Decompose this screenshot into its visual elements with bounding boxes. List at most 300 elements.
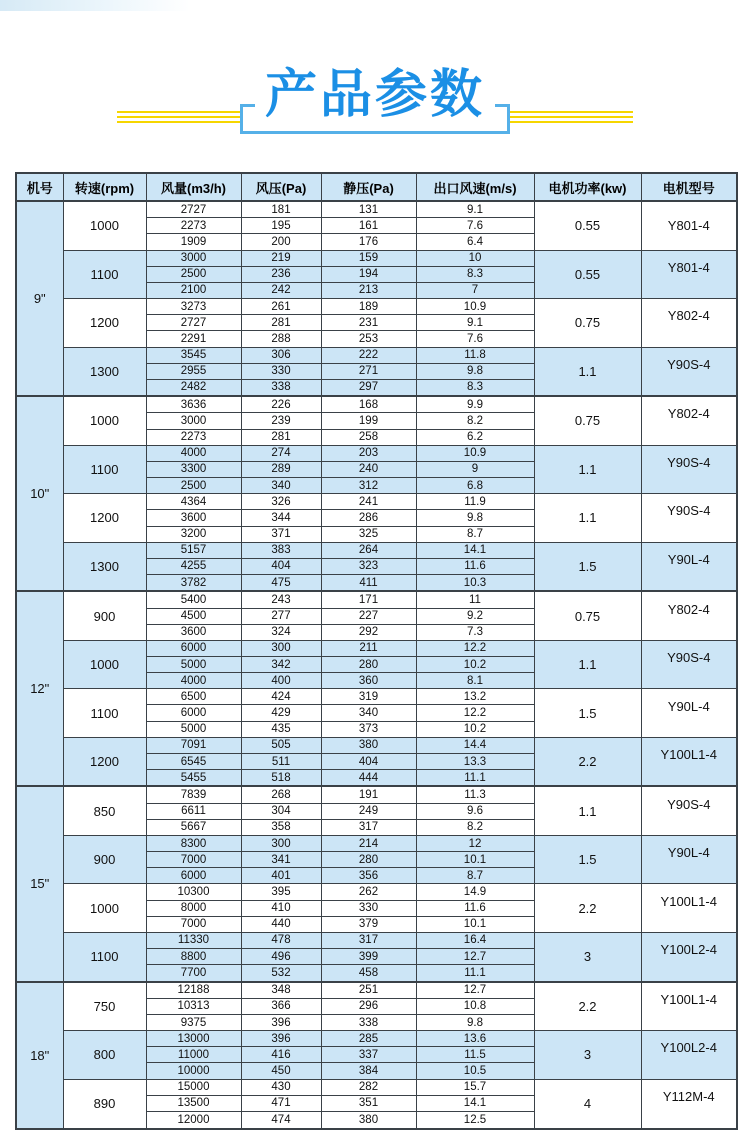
pressure-cell: 219 [241, 250, 321, 266]
outlet-speed-cell: 12.5 [416, 1111, 534, 1129]
pressure-cell: 195 [241, 218, 321, 234]
table-row [16, 932, 737, 948]
motor-model-label: Y100L1-4 [660, 991, 717, 1007]
static-pressure-cell: 379 [321, 916, 416, 932]
outlet-speed-cell: 9.1 [416, 315, 534, 331]
rpm-cell: 900 [63, 591, 146, 640]
static-pressure-cell: 168 [321, 396, 416, 413]
motor-model-cell [641, 689, 737, 737]
pressure-cell: 475 [241, 574, 321, 591]
airflow-cell: 3545 [146, 347, 241, 363]
col-header-airflow: 风量(m3/h) [146, 173, 241, 201]
airflow-cell: 6000 [146, 868, 241, 884]
static-pressure-cell: 241 [321, 494, 416, 510]
motor-power-cell: 3 [534, 1031, 641, 1079]
pressure-cell: 330 [241, 363, 321, 379]
airflow-cell: 10000 [146, 1063, 241, 1079]
motor-model-label: Y90S-4 [667, 356, 711, 372]
static-pressure-cell: 380 [321, 737, 416, 753]
airflow-cell: 4500 [146, 608, 241, 624]
pressure-cell: 404 [241, 558, 321, 574]
static-pressure-cell: 194 [321, 266, 416, 282]
outlet-speed-cell: 15.7 [416, 1079, 534, 1095]
static-pressure-cell: 240 [321, 461, 416, 477]
pressure-cell: 366 [241, 998, 321, 1014]
airflow-cell: 11330 [146, 932, 241, 948]
pressure-cell: 289 [241, 461, 321, 477]
machine-size-cell: 18" [16, 982, 63, 1130]
motor-model-label: Y100L2-4 [660, 942, 717, 958]
pressure-cell: 358 [241, 819, 321, 835]
airflow-cell: 6545 [146, 753, 241, 769]
motor-model-label: Y90L-4 [667, 845, 710, 861]
airflow-cell: 11000 [146, 1047, 241, 1063]
airflow-cell: 4000 [146, 673, 241, 689]
pressure-cell: 395 [241, 884, 321, 900]
table-row [16, 542, 737, 558]
motor-power-cell: 1.1 [534, 494, 641, 542]
pressure-cell: 342 [241, 657, 321, 673]
static-pressure-cell: 189 [321, 299, 416, 315]
motor-model-cell [641, 1079, 737, 1129]
static-pressure-cell: 380 [321, 1111, 416, 1129]
pressure-cell: 261 [241, 299, 321, 315]
table-row [16, 201, 737, 218]
table-row [16, 786, 737, 803]
airflow-cell: 3636 [146, 396, 241, 413]
static-pressure-cell: 258 [321, 429, 416, 445]
airflow-cell: 2727 [146, 201, 241, 218]
pressure-cell: 416 [241, 1047, 321, 1063]
outlet-speed-cell: 12 [416, 835, 534, 851]
static-pressure-cell: 171 [321, 591, 416, 608]
outlet-speed-cell: 8.3 [416, 379, 534, 396]
static-pressure-cell: 297 [321, 379, 416, 396]
outlet-speed-cell: 14.4 [416, 737, 534, 753]
outlet-speed-cell: 13.2 [416, 689, 534, 705]
outlet-speed-cell: 9.8 [416, 510, 534, 526]
static-pressure-cell: 131 [321, 201, 416, 218]
outlet-speed-cell: 11.6 [416, 900, 534, 916]
pressure-cell: 200 [241, 234, 321, 250]
airflow-cell: 6500 [146, 689, 241, 705]
col-header-motor-model: 电机型号 [641, 173, 737, 201]
motor-power-cell: 0.75 [534, 591, 641, 640]
pressure-cell: 226 [241, 396, 321, 413]
static-pressure-cell: 444 [321, 770, 416, 787]
static-pressure-cell: 338 [321, 1014, 416, 1030]
motor-model-label: Y801-4 [667, 218, 710, 234]
outlet-speed-cell: 12.2 [416, 705, 534, 721]
col-header-pressure: 风压(Pa) [241, 173, 321, 201]
motor-power-cell: 1.1 [534, 786, 641, 835]
motor-power-cell: 4 [534, 1079, 641, 1129]
static-pressure-cell: 213 [321, 282, 416, 298]
rpm-cell: 1000 [63, 201, 146, 250]
outlet-speed-cell: 8.1 [416, 673, 534, 689]
outlet-speed-cell: 16.4 [416, 932, 534, 948]
col-header-motor-power: 电机功率(kw) [534, 173, 641, 201]
outlet-speed-cell: 14.9 [416, 884, 534, 900]
rpm-cell: 1300 [63, 347, 146, 396]
table-row [16, 347, 737, 363]
static-pressure-cell: 330 [321, 900, 416, 916]
airflow-cell: 5000 [146, 721, 241, 737]
rpm-cell: 900 [63, 835, 146, 883]
airflow-cell: 2500 [146, 266, 241, 282]
static-pressure-cell: 411 [321, 574, 416, 591]
table-row [16, 737, 737, 753]
airflow-cell: 2500 [146, 478, 241, 494]
motor-model-cell [641, 299, 737, 347]
motor-model-label: Y802-4 [667, 601, 710, 617]
outlet-speed-cell: 14.1 [416, 542, 534, 558]
pressure-cell: 236 [241, 266, 321, 282]
outlet-speed-cell: 7.6 [416, 331, 534, 347]
pressure-cell: 300 [241, 640, 321, 656]
motor-power-cell: 0.75 [534, 299, 641, 347]
airflow-cell: 3782 [146, 574, 241, 591]
page-title: 产品参数 [264, 66, 485, 124]
outlet-speed-cell: 10.8 [416, 998, 534, 1014]
table-row [16, 494, 737, 510]
outlet-speed-cell: 12.7 [416, 982, 534, 999]
airflow-cell: 7839 [146, 786, 241, 803]
table-header-row [16, 173, 737, 201]
static-pressure-cell: 292 [321, 624, 416, 640]
motor-power-cell: 3 [534, 932, 641, 981]
airflow-cell: 3273 [146, 299, 241, 315]
rpm-cell: 1300 [63, 542, 146, 591]
motor-model-cell [641, 884, 737, 932]
col-header-machine-size: 机号 [16, 173, 63, 201]
pressure-cell: 496 [241, 949, 321, 965]
pressure-cell: 371 [241, 526, 321, 542]
pressure-cell: 471 [241, 1095, 321, 1111]
airflow-cell: 13500 [146, 1095, 241, 1111]
motor-model-label: Y100L2-4 [660, 1040, 717, 1056]
table-row [16, 299, 737, 315]
static-pressure-cell: 176 [321, 234, 416, 250]
pressure-cell: 401 [241, 868, 321, 884]
static-pressure-cell: 264 [321, 542, 416, 558]
pressure-cell: 344 [241, 510, 321, 526]
product-parameters-table [15, 172, 738, 1130]
table-row [16, 445, 737, 461]
outlet-speed-cell: 10.9 [416, 445, 534, 461]
motor-power-cell: 1.5 [534, 835, 641, 883]
outlet-speed-cell: 6.4 [416, 234, 534, 250]
airflow-cell: 2273 [146, 218, 241, 234]
rpm-cell: 1100 [63, 689, 146, 737]
outlet-speed-cell: 9.6 [416, 803, 534, 819]
motor-model-label: Y90L-4 [667, 698, 710, 714]
motor-power-cell: 1.1 [534, 347, 641, 396]
table-row [16, 1079, 737, 1095]
pressure-cell: 474 [241, 1111, 321, 1129]
outlet-speed-cell: 9.9 [416, 396, 534, 413]
static-pressure-cell: 285 [321, 1031, 416, 1047]
pressure-cell: 518 [241, 770, 321, 787]
motor-model-label: Y100L1-4 [660, 747, 717, 763]
pressure-cell: 348 [241, 982, 321, 999]
rpm-cell: 850 [63, 786, 146, 835]
static-pressure-cell: 384 [321, 1063, 416, 1079]
airflow-cell: 7091 [146, 737, 241, 753]
rpm-cell: 1200 [63, 737, 146, 786]
static-pressure-cell: 159 [321, 250, 416, 266]
outlet-speed-cell: 10.1 [416, 852, 534, 868]
pressure-cell: 242 [241, 282, 321, 298]
airflow-cell: 6611 [146, 803, 241, 819]
airflow-cell: 5157 [146, 542, 241, 558]
motor-power-cell: 1.5 [534, 689, 641, 737]
pressure-cell: 281 [241, 429, 321, 445]
outlet-speed-cell: 7.6 [416, 218, 534, 234]
motor-model-label: Y100L1-4 [660, 893, 717, 909]
airflow-cell: 4000 [146, 445, 241, 461]
static-pressure-cell: 271 [321, 363, 416, 379]
static-pressure-cell: 211 [321, 640, 416, 656]
static-pressure-cell: 317 [321, 819, 416, 835]
motor-model-cell [641, 494, 737, 542]
static-pressure-cell: 458 [321, 965, 416, 982]
machine-size-cell: 9" [16, 201, 63, 396]
rpm-cell: 1100 [63, 250, 146, 298]
airflow-cell: 8300 [146, 835, 241, 851]
pressure-cell: 478 [241, 932, 321, 948]
table-row [16, 1031, 737, 1047]
static-pressure-cell: 280 [321, 852, 416, 868]
airflow-cell: 7000 [146, 852, 241, 868]
pressure-cell: 281 [241, 315, 321, 331]
static-pressure-cell: 356 [321, 868, 416, 884]
static-pressure-cell: 351 [321, 1095, 416, 1111]
outlet-speed-cell: 11.1 [416, 770, 534, 787]
outlet-speed-cell: 8.7 [416, 526, 534, 542]
outlet-speed-cell: 11.5 [416, 1047, 534, 1063]
airflow-cell: 5400 [146, 591, 241, 608]
motor-model-cell [641, 1031, 737, 1079]
table-row [16, 982, 737, 999]
airflow-cell: 3300 [146, 461, 241, 477]
outlet-speed-cell: 11.9 [416, 494, 534, 510]
pressure-cell: 243 [241, 591, 321, 608]
static-pressure-cell: 286 [321, 510, 416, 526]
motor-model-label: Y90S-4 [667, 650, 711, 666]
pressure-cell: 430 [241, 1079, 321, 1095]
motor-model-cell [641, 640, 737, 688]
outlet-speed-cell: 11.3 [416, 786, 534, 803]
motor-model-cell [641, 347, 737, 396]
static-pressure-cell: 280 [321, 657, 416, 673]
static-pressure-cell: 253 [321, 331, 416, 347]
airflow-cell: 8000 [146, 900, 241, 916]
motor-model-cell [641, 396, 737, 445]
motor-model-cell [641, 932, 737, 981]
motor-model-cell [641, 250, 737, 298]
table-body [16, 201, 737, 1129]
motor-model-label: Y90S-4 [667, 454, 711, 470]
static-pressure-cell: 199 [321, 413, 416, 429]
rpm-cell: 800 [63, 1031, 146, 1079]
motor-model-label: Y90S-4 [667, 503, 711, 519]
motor-power-cell: 2.2 [534, 737, 641, 786]
outlet-speed-cell: 13.6 [416, 1031, 534, 1047]
airflow-cell: 3600 [146, 624, 241, 640]
airflow-cell: 6000 [146, 705, 241, 721]
outlet-speed-cell: 13.3 [416, 753, 534, 769]
airflow-cell: 10300 [146, 884, 241, 900]
outlet-speed-cell: 7.3 [416, 624, 534, 640]
static-pressure-cell: 282 [321, 1079, 416, 1095]
col-header-static-pressure: 静压(Pa) [321, 173, 416, 201]
motor-model-cell [641, 982, 737, 1031]
static-pressure-cell: 262 [321, 884, 416, 900]
pressure-cell: 181 [241, 201, 321, 218]
airflow-cell: 7000 [146, 916, 241, 932]
airflow-cell: 5455 [146, 770, 241, 787]
static-pressure-cell: 161 [321, 218, 416, 234]
static-pressure-cell: 203 [321, 445, 416, 461]
motor-power-cell: 2.2 [534, 982, 641, 1031]
table-row [16, 835, 737, 851]
outlet-speed-cell: 8.3 [416, 266, 534, 282]
outlet-speed-cell: 10.1 [416, 916, 534, 932]
static-pressure-cell: 319 [321, 689, 416, 705]
pressure-cell: 429 [241, 705, 321, 721]
rpm-cell: 1000 [63, 396, 146, 445]
outlet-speed-cell: 8.2 [416, 819, 534, 835]
motor-power-cell: 0.55 [534, 250, 641, 298]
outlet-speed-cell: 6.2 [416, 429, 534, 445]
col-header-outlet-speed: 出口风速(m/s) [416, 173, 534, 201]
airflow-cell: 3000 [146, 413, 241, 429]
rpm-cell: 1100 [63, 932, 146, 981]
rpm-cell: 1000 [63, 640, 146, 688]
motor-power-cell: 1.1 [534, 445, 641, 493]
pressure-cell: 340 [241, 478, 321, 494]
static-pressure-cell: 191 [321, 786, 416, 803]
airflow-cell: 2273 [146, 429, 241, 445]
pressure-cell: 450 [241, 1063, 321, 1079]
airflow-cell: 2291 [146, 331, 241, 347]
machine-size-cell: 12" [16, 591, 63, 786]
outlet-speed-cell: 11.6 [416, 558, 534, 574]
rpm-cell: 1200 [63, 494, 146, 542]
motor-model-label: Y90L-4 [667, 551, 710, 567]
static-pressure-cell: 360 [321, 673, 416, 689]
static-pressure-cell: 325 [321, 526, 416, 542]
pressure-cell: 326 [241, 494, 321, 510]
table-row [16, 689, 737, 705]
motor-model-cell [641, 591, 737, 640]
outlet-speed-cell: 9 [416, 461, 534, 477]
outlet-speed-cell: 10.3 [416, 574, 534, 591]
machine-size-cell: 10" [16, 396, 63, 591]
table-row [16, 250, 737, 266]
outlet-speed-cell: 9.8 [416, 1014, 534, 1030]
pressure-cell: 324 [241, 624, 321, 640]
outlet-speed-cell: 7 [416, 282, 534, 298]
motor-model-cell [641, 445, 737, 493]
pressure-cell: 383 [241, 542, 321, 558]
outlet-speed-cell: 11.8 [416, 347, 534, 363]
pressure-cell: 532 [241, 965, 321, 982]
outlet-speed-cell: 12.2 [416, 640, 534, 656]
rpm-cell: 750 [63, 982, 146, 1031]
airflow-cell: 12188 [146, 982, 241, 999]
static-pressure-cell: 249 [321, 803, 416, 819]
pressure-cell: 306 [241, 347, 321, 363]
outlet-speed-cell: 9.1 [416, 201, 534, 218]
pressure-cell: 410 [241, 900, 321, 916]
rpm-cell: 1200 [63, 299, 146, 347]
rpm-cell: 1000 [63, 884, 146, 932]
airflow-cell: 8800 [146, 949, 241, 965]
pressure-cell: 511 [241, 753, 321, 769]
airflow-cell: 5000 [146, 657, 241, 673]
motor-model-label: Y90S-4 [667, 796, 711, 812]
static-pressure-cell: 227 [321, 608, 416, 624]
col-header-rpm: 转速(rpm) [63, 173, 146, 201]
motor-power-cell: 0.55 [534, 201, 641, 250]
motor-model-cell [641, 737, 737, 786]
static-pressure-cell: 312 [321, 478, 416, 494]
airflow-cell: 9375 [146, 1014, 241, 1030]
pressure-cell: 400 [241, 673, 321, 689]
pressure-cell: 396 [241, 1014, 321, 1030]
pressure-cell: 341 [241, 852, 321, 868]
machine-size-cell: 15" [16, 786, 63, 981]
motor-power-cell: 0.75 [534, 396, 641, 445]
motor-power-cell: 1.1 [534, 640, 641, 688]
outlet-speed-cell: 10.2 [416, 721, 534, 737]
static-pressure-cell: 214 [321, 835, 416, 851]
motor-model-label: Y112M-4 [662, 1089, 715, 1105]
outlet-speed-cell: 10 [416, 250, 534, 266]
motor-model-cell [641, 201, 737, 250]
motor-model-label: Y802-4 [667, 406, 710, 422]
airflow-cell: 4255 [146, 558, 241, 574]
static-pressure-cell: 323 [321, 558, 416, 574]
outlet-speed-cell: 9.8 [416, 363, 534, 379]
airflow-cell: 2955 [146, 363, 241, 379]
pressure-cell: 435 [241, 721, 321, 737]
airflow-cell: 1909 [146, 234, 241, 250]
airflow-cell: 3200 [146, 526, 241, 542]
pressure-cell: 239 [241, 413, 321, 429]
pressure-cell: 300 [241, 835, 321, 851]
pressure-cell: 396 [241, 1031, 321, 1047]
static-pressure-cell: 373 [321, 721, 416, 737]
outlet-speed-cell: 10.9 [416, 299, 534, 315]
outlet-speed-cell: 10.5 [416, 1063, 534, 1079]
static-pressure-cell: 337 [321, 1047, 416, 1063]
motor-model-label: Y801-4 [667, 259, 710, 275]
table-row [16, 884, 737, 900]
pressure-cell: 268 [241, 786, 321, 803]
motor-model-cell [641, 786, 737, 835]
table-row [16, 396, 737, 413]
rpm-cell: 1100 [63, 445, 146, 493]
outlet-speed-cell: 6.8 [416, 478, 534, 494]
airflow-cell: 2100 [146, 282, 241, 298]
airflow-cell: 5667 [146, 819, 241, 835]
airflow-cell: 2727 [146, 315, 241, 331]
static-pressure-cell: 231 [321, 315, 416, 331]
airflow-cell: 13000 [146, 1031, 241, 1047]
